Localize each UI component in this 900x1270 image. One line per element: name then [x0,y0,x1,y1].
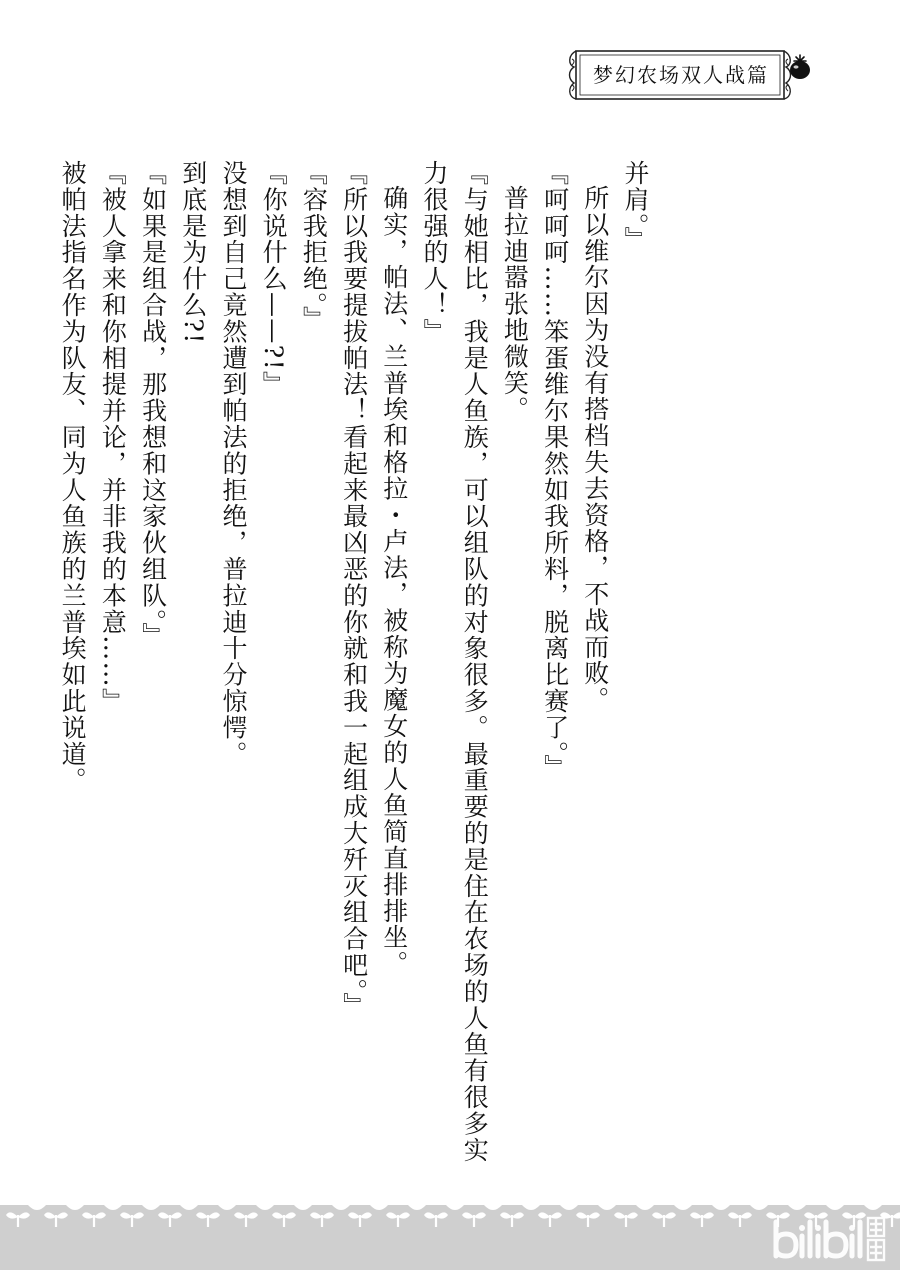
text-paragraph: 『如果是组合战，那我想和这家伙组队。』 [138,160,168,650]
text-paragraph: 『呵呵呵……笨蛋维尔果然如我所料，脱离比赛了。』 [540,160,570,782]
text-paragraph: 『所以我要提拔帕法！看起来最凶恶的你就和我一起组成大歼灭组合吧。』 [339,160,369,1019]
text-paragraph: 『容我拒绝。』 [299,160,329,333]
chapter-title: 梦幻农场双人战篇 [593,63,769,87]
text-paragraph: 普拉迪嚣张地微笑。 [500,185,530,423]
text-paragraph: 到底是为什么?! [178,160,208,345]
text-paragraph: 『你说什么——?!』 [259,160,289,398]
sprout-pattern-border [0,1195,900,1270]
text-paragraph: 被帕法指名作为队友、同为人鱼族的兰普埃如此说道。 [58,160,88,794]
text-paragraph: 所以维尔因为没有搭档失去资格，不战而败。 [580,185,610,713]
text-paragraph: 『被人拿来和你相提并论，并非我的本意……』 [98,160,128,715]
bilibili-manhua-logo [768,1210,888,1266]
page-body-text [58,160,655,1164]
text-paragraph: 『与她相比，我是人鱼族，可以组队的对象很多。最重要的是住在农场的人鱼有很多实 [460,160,490,1164]
tomato-icon [788,53,812,81]
text-paragraph: 没想到自己竟然遭到帕法的拒绝，普拉迪十分惊愕。 [218,160,248,768]
text-paragraph: 确实，帕法、兰普埃和格拉・卢法，被称为魔女的人鱼简直排排坐。 [379,185,409,977]
text-paragraph: 并肩。』 [621,160,650,254]
text-paragraph: 力很强的人！』 [419,160,449,345]
chapter-header [566,45,814,105]
